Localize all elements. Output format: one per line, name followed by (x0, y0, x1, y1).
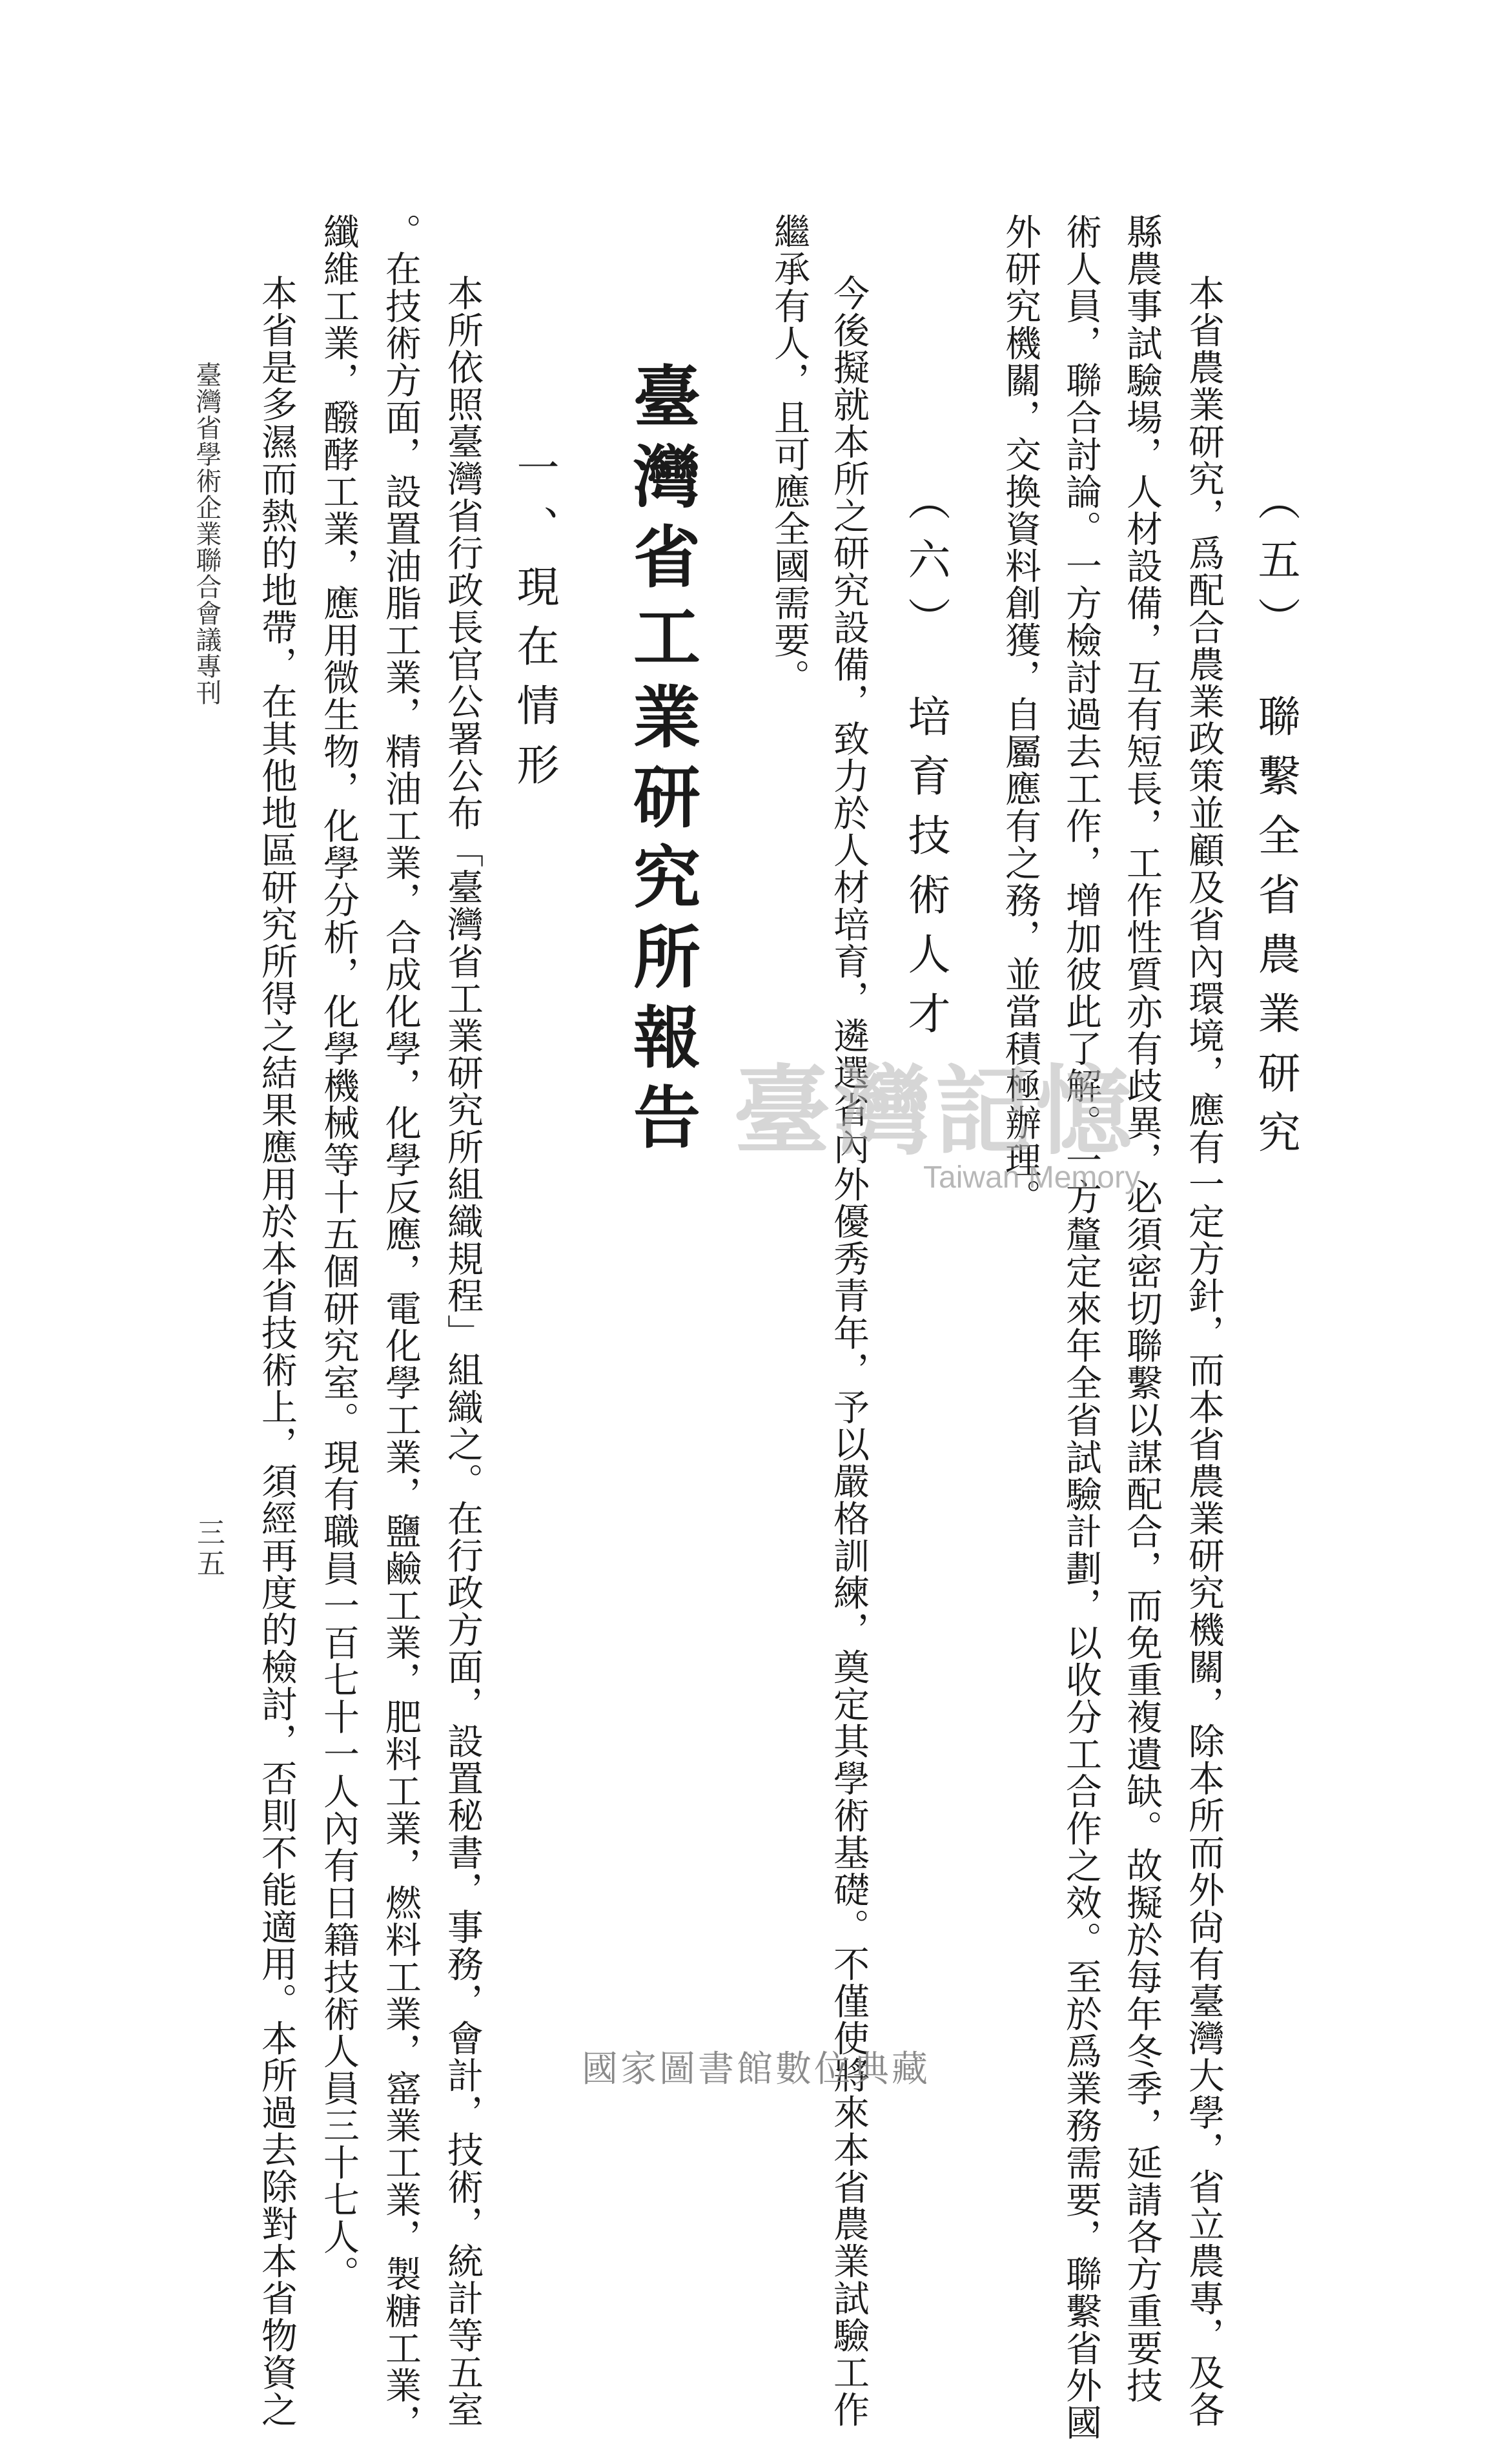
report-line-1: 本所依照臺灣省行政長官公署公布「臺灣省工業研究所組織規程」組織之。在行政方面，設置秘書，事務，會計，技術，統計等五室 (442, 274, 484, 2428)
section-6-heading: （六） 培育技術人才 (901, 478, 950, 1051)
watermark-english-text: Taiwan Memory (923, 1160, 1141, 1195)
page-number: 三五 (192, 1518, 225, 1580)
publication-name: 臺灣省學術企業聯合會議專刊 (192, 362, 221, 706)
report-subheading: 一、現在情形 (509, 446, 559, 802)
section-5-heading: （五） 聯繫全省農業研究 (1251, 478, 1300, 1169)
section-6-line-2: 繼承有人，且可應全國需要。 (768, 213, 810, 696)
report-line-3: 纖維工業，醱酵工業，應用微生物，化學分析，化學機械等十五個研究室。現有職員一百七十一人內有日籍技術人員三十七人。 (318, 213, 360, 2292)
section-5-line-4: 外研究機關，交換資料創獲，自屬應有之務，並當積極辦理。 (999, 213, 1041, 1216)
watermark (730, 1033, 1140, 1195)
library-credit: 國家圖書館數位典藏 (582, 2048, 930, 2090)
section-6-line-1: 今後擬就本所之研究設備，致力於人材培育，遴選省內外優秀青年，予以嚴格訓練，奠定其學術基礎。不僅使將來本省農業試驗工作 (828, 274, 870, 2428)
section-5-line-3: 術人員，聯合討論。一方檢討過去工作，增加彼此了解。一方釐定來年全省試驗計劃，以收分工合作之效。至於爲業務需要，聯繫省外國 (1060, 213, 1102, 2441)
section-5-line-2: 縣農事試驗場，人材設備，互有短長，工作性質亦有歧異，必須密切聯繫以謀配合，而免重複遺缺。故擬於每年冬季，延請各方重要技 (1121, 213, 1163, 2404)
report-title: 臺灣省工業研究所報告 (622, 362, 701, 1162)
report-line-4: 本省是多濕而熱的地帶，在其他地區研究所得之結果應用於本省技術上，須經再度的檢討，否則不能適用。本所過去除對本省物資之 (256, 274, 298, 2428)
section-5-line-1: 本省農業研究，爲配合農業政策並顧及省內環境，應有一定方針，而本省農業研究機關，除本所而外尙有臺灣大學，省立農專，及各 (1183, 274, 1225, 2428)
watermark-logo-text: 臺灣記憶 (733, 1055, 1137, 1168)
report-line-2: 。在技術方面，設置油脂工業，精油工業，合成化學，化學反應，電化學工業，鹽鹼工業，肥料工業，燃料工業，窰業工業，製糖工業， (380, 213, 422, 2441)
